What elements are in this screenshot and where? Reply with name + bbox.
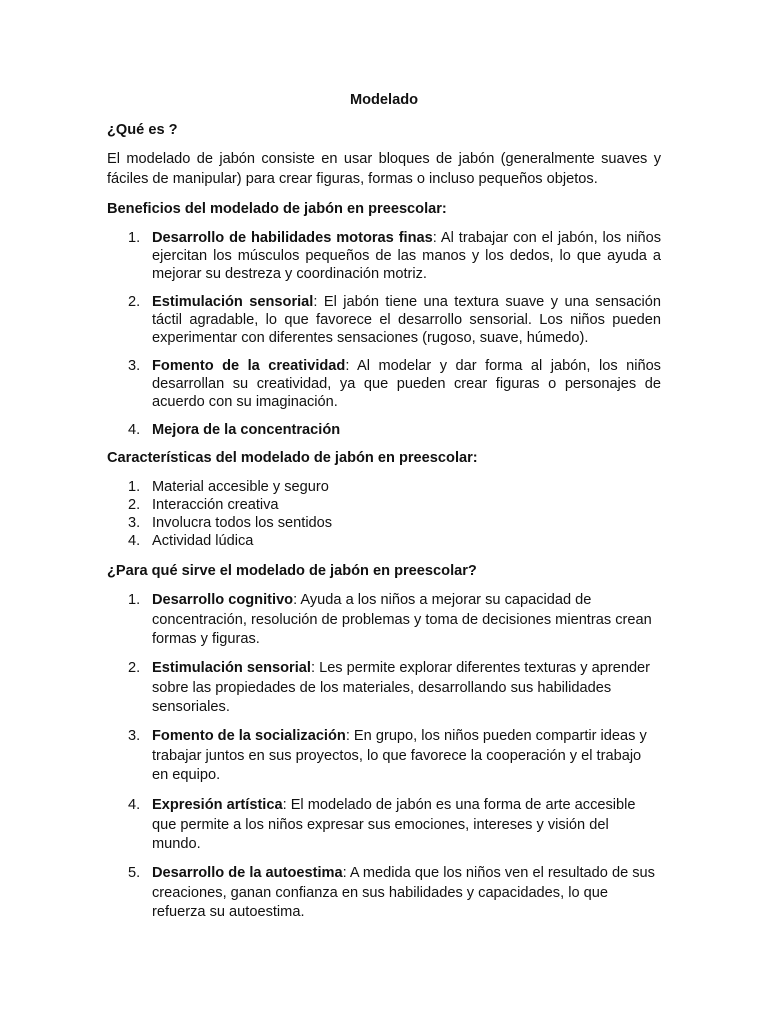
list-item-bold: Desarrollo cognitivo [152, 592, 294, 608]
list-text: Actividad lúdica [152, 533, 254, 549]
list-number: 4. [128, 797, 141, 813]
benefits-heading: Beneficios del modelado de jabón en preescolar: [107, 201, 447, 217]
list-text: Involucra todos los sentidos [152, 515, 333, 531]
list-number: 4. [128, 422, 141, 438]
list-item-bold: Fomento de la socialización [152, 728, 346, 744]
list-number: 2. [128, 294, 141, 310]
list-text [152, 229, 661, 284]
list-item-bold: Desarrollo de habilidades motoras finas [152, 230, 433, 246]
list-number: 5. [128, 865, 141, 881]
list-item-text: : Al modelar y dar forma al jabón, los niños desarrollan su creatividad, ya que pueden crear figuras o personajes de acuerdo con su imaginación. [152, 358, 661, 411]
list-text [152, 659, 661, 718]
list-item-bold: Fomento de la creatividad [152, 358, 346, 374]
list-text [152, 357, 661, 412]
list-number: 1. [128, 592, 141, 608]
list-item-bold: Estimulación sensorial [152, 294, 314, 310]
list-text: Material accesible y seguro [152, 479, 329, 495]
list-number: 2. [128, 497, 141, 513]
list-number: 3. [128, 358, 141, 374]
list-item-bold: Desarrollo de la autoestima [152, 865, 343, 881]
list-item-text: : El modelado de jabón es una forma de arte accesible que permite a los niños expresar sus emociones, intereses y visión del mundo. [152, 797, 636, 852]
list-item-text: : El jabón tiene una textura suave y una sensación táctil agradable, lo que favorece el desarrollo sensorial. Los niños pueden experimentar con diferentes sensaciones (rugoso, suave, húmedo). [152, 294, 661, 347]
list-number: 2. [128, 660, 141, 676]
list-item-text: : Ayuda a los niños a mejorar su capacidad de concentración, resolución de problemas y toma de decisiones mientras crean formas y figuras. [152, 592, 652, 647]
characteristics-heading: Características del modelado de jabón en preescolar: [107, 450, 478, 466]
purpose-heading: ¿Para qué sirve el modelado de jabón en preescolar? [107, 563, 477, 579]
intro-paragraph: El modelado de jabón consiste en usar bloques de jabón (generalmente suaves y fáciles de manipular) para crear figuras, formas o incluso pequeños objetos. [107, 151, 661, 187]
list-text [152, 293, 661, 348]
list-number: 3. [128, 728, 141, 744]
list-item-text: : En grupo, los niños pueden compartir ideas y trabajar juntos en sus proyectos, lo que favorece la cooperación y el trabajo en equipo. [152, 728, 647, 783]
list-text [152, 421, 661, 439]
document-title: Modelado [349, 92, 419, 108]
question-what-is: ¿Qué es ? [107, 122, 178, 138]
list-item-bold: Mejora de la concentración [152, 422, 341, 438]
list-number: 3. [128, 515, 141, 531]
list-item-bold: Expresión artística [152, 797, 283, 813]
list-number: 1. [128, 230, 141, 246]
list-text: Interacción creativa [152, 497, 279, 513]
list-item-text: : Al trabajar con el jabón, los niños ejercitan los músculos pequeños de las manos y los dedos, lo que ayuda a mejorar su destreza y coordinación motriz. [152, 230, 661, 283]
list-item-bold: Estimulación sensorial [152, 660, 311, 676]
list-number: 1. [128, 479, 141, 495]
list-text [152, 796, 661, 855]
list-text [152, 864, 661, 923]
list-text [152, 727, 661, 786]
list-text [152, 591, 661, 650]
list-item-text: : Les permite explorar diferentes texturas y aprender sobre las propiedades de los materiales, desarrollando sus habilidades sensoriales. [152, 660, 651, 715]
list-number: 4. [128, 533, 141, 549]
list-item-text: : A medida que los niños ven el resultado de sus creaciones, ganan confianza en sus habilidades y capacidades, lo que refuerza su autoestima. [152, 865, 655, 920]
